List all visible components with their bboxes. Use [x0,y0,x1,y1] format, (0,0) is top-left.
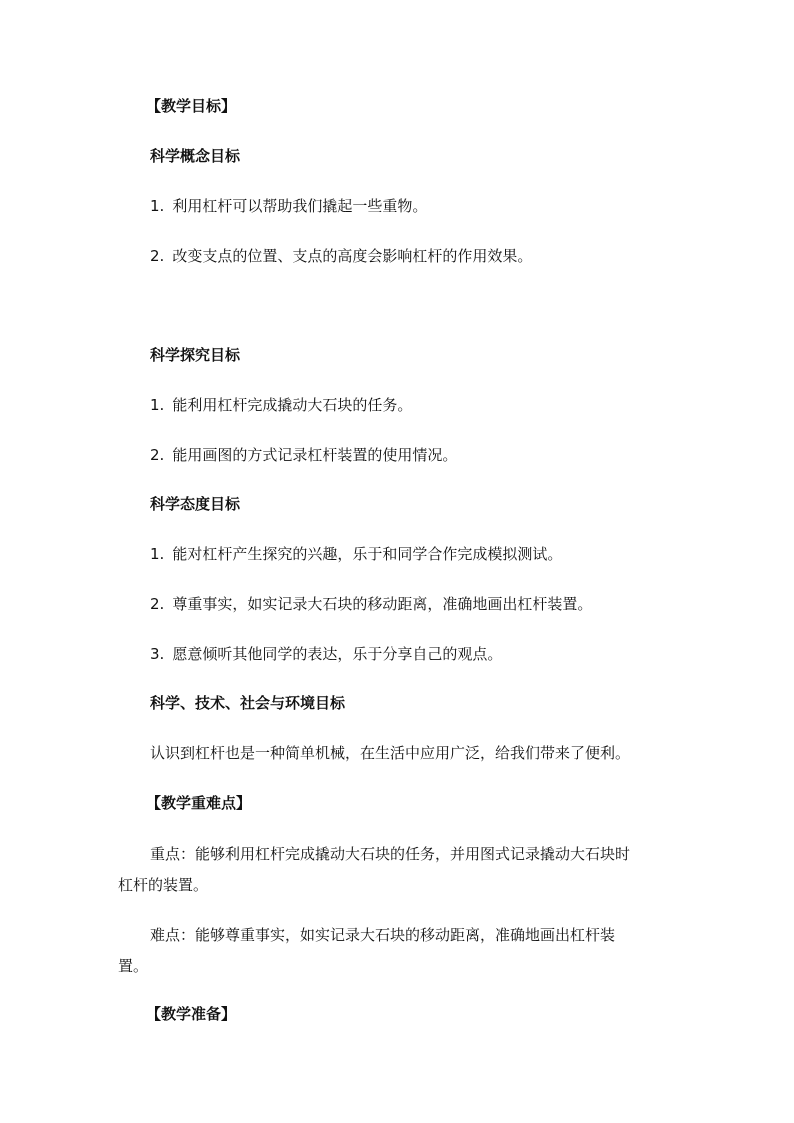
attitude-item-1 [150,544,562,564]
stse-text: 认识到杠杆也是一种简单机械，在生活中应用广泛，给我们带来了便利。 [150,744,631,762]
item-text: 能利用杠杆完成撬动大石块的任务。 [172,396,413,414]
key-point-line-2: 杠杆的装置。 [118,876,209,894]
preparation-heading: 【教学准备】 [146,1005,237,1023]
concept-item-2 [150,246,532,266]
item-number: 2. [150,247,165,265]
stse-heading: 科学、技术、社会与环境目标 [150,694,346,712]
key-points-heading: 【教学重难点】 [146,794,252,812]
attitude-item-2 [150,594,592,614]
concept-heading: 科学概念目标 [150,147,241,165]
item-number: 2. [150,595,165,613]
inquiry-item-2 [150,445,457,465]
item-number: 1. [150,197,165,215]
item-text: 尊重事实，如实记录大石块的移动距离，准确地画出杠杆装置。 [172,595,593,613]
item-text: 能对杠杆产生探究的兴趣，乐于和同学合作完成模拟测试。 [172,545,563,563]
item-number: 1. [150,545,165,563]
key-point-line-1: 重点：能够利用杠杆完成撬动大石块的任务，并用图式记录撬动大石块时 [150,845,631,863]
item-text: 能用画图的方式记录杠杆装置的使用情况。 [172,446,458,464]
inquiry-heading: 科学探究目标 [150,346,241,364]
item-text: 改变支点的位置、支点的高度会影响杠杆的作用效果。 [172,247,533,265]
difficult-point-line-2: 置。 [118,957,149,975]
attitude-item-3 [150,644,502,664]
objectives-heading: 【教学目标】 [146,97,237,115]
item-number: 2. [150,446,165,464]
item-number: 3. [150,645,165,663]
difficult-point-line-1: 难点：能够尊重事实，如实记录大石块的移动距离，准确地画出杠杆装 [150,926,616,944]
item-text: 愿意倾听其他同学的表达，乐于分享自己的观点。 [172,645,503,663]
inquiry-item-1 [150,395,412,415]
concept-item-1 [150,196,427,216]
item-text: 利用杠杆可以帮助我们撬起一些重物。 [172,197,428,215]
item-number: 1. [150,396,165,414]
attitude-heading: 科学态度目标 [150,495,241,513]
